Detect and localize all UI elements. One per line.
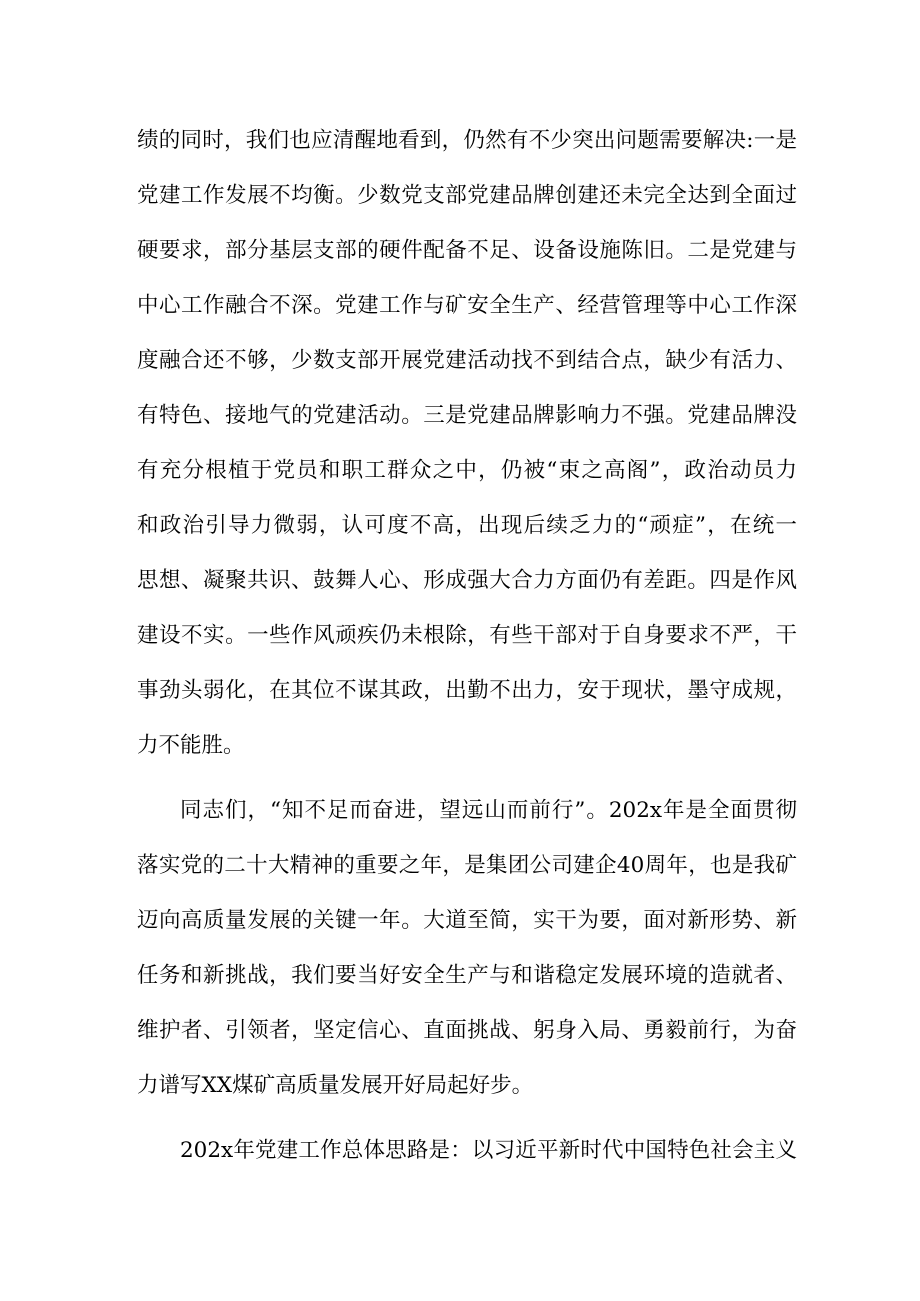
text-line: 力谱写XX煤矿高质量发展开好局起好步。: [137, 1073, 534, 1098]
text-line: 落实党的二十大精神的重要之年，是集团公司建企40周年，也是我矿: [137, 853, 797, 878]
text-line: 度融合还不够，少数支部开展党建活动找不到结合点，缺少有活力、: [137, 348, 797, 373]
text-line: 思想、凝聚共识、鼓舞人心、形成强大合力方面仍有差距。四是作风: [137, 568, 797, 593]
text-line: 建设不实。一些作风顽疾仍未根除，有些干部对于自身要求不严，干: [137, 623, 797, 648]
text-line: 党建工作发展不均衡。少数党支部党建品牌创建还未完全达到全面过: [137, 183, 797, 208]
text-line: 中心工作融合不深。党建工作与矿安全生产、经营管理等中心工作深: [137, 293, 797, 318]
text-line: 力不能胜。: [137, 733, 245, 758]
text-line: 有充分根植于党员和职工群众之中，仍被“束之高阁”，政治动员力: [137, 458, 797, 483]
paragraph-first-line: 同志们，“知不足而奋进，望远山而前行”。202x年是全面贯彻: [180, 798, 797, 823]
text-line: 硬要求，部分基层支部的硬件配备不足、设备设施陈旧。二是党建与: [137, 238, 797, 263]
text-line: 和政治引导力微弱，认可度不高，出现后续乏力的“顽症”，在统一: [137, 513, 797, 538]
text-line: 绩的同时，我们也应清醒地看到，仍然有不少突出问题需要解决:一是: [137, 128, 797, 153]
text-line: 维护者、引领者，坚定信心、直面挑战、躬身入局、勇毅前行，为奋: [137, 1018, 797, 1043]
paragraph-first-line: 202x年党建工作总体思路是：以习近平新时代中国特色社会主义: [180, 1138, 797, 1163]
text-line: 任务和新挑战，我们要当好安全生产与和谐稳定发展环境的造就者、: [137, 963, 797, 988]
text-line: 有特色、接地气的党建活动。三是党建品牌影响力不强。党建品牌没: [137, 403, 797, 428]
text-line: 迈向高质量发展的关键一年。大道至简，实干为要，面对新形势、新: [137, 908, 797, 933]
text-line: 事劲头弱化，在其位不谋其政，出勤不出力，安于现状，墨守成规，: [137, 678, 797, 703]
